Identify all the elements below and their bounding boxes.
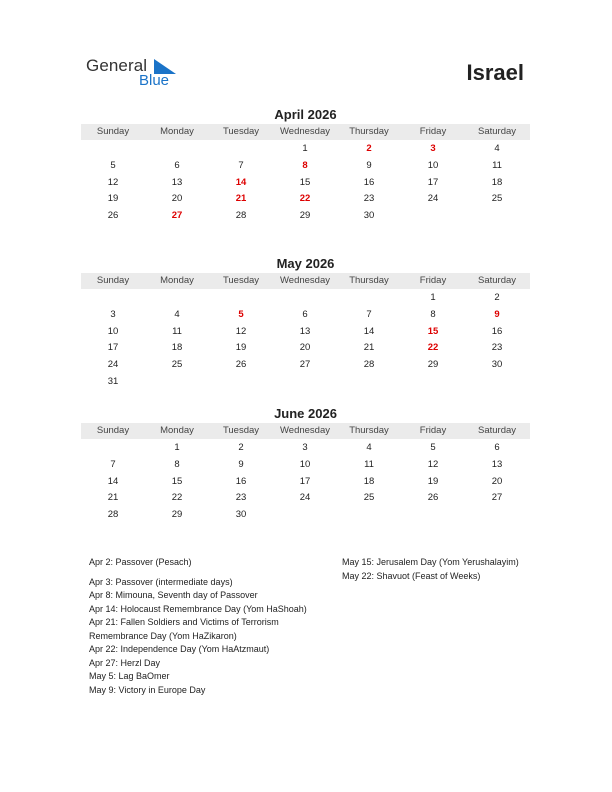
- day-cell: [465, 507, 529, 524]
- weekday-label: Friday: [419, 425, 447, 436]
- holiday-item: May 22: Shavuot (Feast of Weeks): [342, 570, 481, 581]
- day-cell: 13: [299, 325, 311, 337]
- holiday-item: Apr 8: Mimouna, Seventh day of Passover: [89, 590, 258, 600]
- day-cell: 25: [363, 492, 375, 504]
- weekday-label: Monday: [160, 425, 194, 436]
- day-cell: 1: [174, 442, 180, 453]
- day-cell: 6: [302, 308, 308, 320]
- day-cell: 6: [174, 159, 180, 171]
- day-cell: 10: [427, 159, 439, 171]
- day-cell: 30: [491, 359, 503, 371]
- day-cell: 30: [235, 509, 247, 521]
- day-cell: 10: [299, 458, 311, 470]
- day-cell: [209, 290, 273, 307]
- weekday-label: Sunday: [96, 126, 130, 137]
- day-cell: 30: [363, 210, 375, 222]
- month-title: May 2026: [276, 256, 335, 271]
- day-cell: 7: [238, 159, 244, 171]
- day-cell: 25: [491, 193, 503, 205]
- day-cell: 28: [363, 359, 375, 371]
- holiday-item: Apr 14: Holocaust Remembrance Day (Yom HaShoah): [89, 603, 307, 614]
- weekday-label: Thursday: [349, 126, 389, 137]
- week-row: [81, 340, 530, 357]
- day-cell: 16: [235, 475, 247, 487]
- day-cell: 15: [299, 176, 311, 188]
- day-cell: [145, 141, 209, 158]
- day-cell: 12: [427, 458, 439, 470]
- day-cell: 16: [491, 325, 503, 337]
- holiday-day-cell: 3: [430, 143, 436, 154]
- day-cell: 24: [299, 492, 311, 504]
- weekday-label: Monday: [160, 275, 194, 286]
- day-cell: 27: [491, 492, 503, 504]
- day-cell: 23: [491, 342, 503, 354]
- day-cell: 1: [302, 143, 308, 154]
- month-april: [81, 106, 530, 225]
- day-cell: [337, 507, 401, 524]
- weekday-label: Saturday: [477, 425, 517, 436]
- day-cell: [337, 290, 401, 307]
- day-cell: 12: [107, 176, 119, 188]
- holiday-item: Apr 3: Passover (intermediate days): [89, 576, 233, 587]
- day-cell: 20: [171, 193, 183, 205]
- day-cell: 24: [427, 193, 439, 205]
- day-cell: 15: [171, 475, 183, 487]
- month-june: [81, 405, 530, 524]
- day-cell: 9: [238, 458, 244, 470]
- holiday-day-cell: 14: [235, 176, 247, 188]
- day-cell: 19: [107, 193, 119, 205]
- day-cell: 17: [299, 475, 311, 487]
- day-cell: 26: [235, 359, 247, 371]
- day-cell: [81, 290, 145, 307]
- day-cell: 21: [107, 492, 119, 504]
- week-row: [81, 457, 530, 474]
- holiday-day-cell: 22: [299, 193, 311, 205]
- day-cell: 29: [299, 210, 311, 222]
- logo-general-text: General: [86, 56, 148, 75]
- holiday-day-cell: 21: [235, 193, 247, 205]
- day-cell: 11: [364, 458, 374, 470]
- weekday-header-row: [81, 273, 530, 289]
- weekday-label: Friday: [419, 275, 447, 286]
- day-cell: [145, 374, 209, 391]
- holiday-item: Apr 22: Independence Day (Yom HaAtzmaut): [89, 644, 270, 654]
- weekday-label: Sunday: [96, 425, 130, 436]
- holiday-item: May 5: Lag BaOmer: [89, 671, 170, 681]
- week-row: [81, 490, 530, 507]
- week-row: [81, 141, 530, 158]
- day-cell: 25: [171, 359, 183, 371]
- day-cell: 7: [366, 308, 372, 320]
- day-cell: 19: [427, 475, 439, 487]
- day-cell: [81, 440, 145, 457]
- day-cell: 5: [430, 442, 436, 453]
- day-cell: 4: [494, 143, 500, 154]
- day-cell: [401, 374, 465, 391]
- day-cell: 17: [427, 176, 439, 188]
- holiday-day-cell: 22: [427, 342, 439, 354]
- holiday-day-cell: 2: [366, 143, 372, 154]
- day-cell: 11: [492, 159, 502, 171]
- day-cell: 13: [491, 458, 503, 470]
- weekday-label: Saturday: [477, 126, 517, 137]
- day-cell: 22: [171, 492, 183, 504]
- day-cell: 2: [238, 442, 244, 453]
- week-row: [81, 374, 530, 391]
- day-cell: 29: [427, 359, 439, 371]
- day-cell: 9: [366, 159, 372, 171]
- month-may: [81, 255, 530, 391]
- weekday-label: Thursday: [349, 425, 389, 436]
- week-row: [81, 307, 530, 324]
- day-cell: [337, 374, 401, 391]
- week-row: [81, 474, 530, 491]
- day-cell: 26: [427, 492, 439, 504]
- day-cell: 20: [299, 342, 311, 354]
- day-cell: 12: [235, 325, 247, 337]
- weekday-header-row: [81, 423, 530, 439]
- day-cell: 19: [235, 342, 247, 354]
- weekday-label: Wednesday: [280, 126, 330, 137]
- day-cell: [401, 208, 465, 225]
- day-cell: 4: [366, 442, 372, 453]
- day-cell: 13: [171, 176, 183, 188]
- weekday-header-row: [81, 124, 530, 140]
- day-cell: 18: [171, 342, 183, 354]
- weekday-label: Tuesday: [222, 425, 260, 436]
- week-row: [81, 191, 530, 208]
- day-cell: 31: [107, 375, 119, 387]
- day-cell: [145, 290, 209, 307]
- weekday-label: Wednesday: [280, 425, 330, 436]
- day-cell: [273, 507, 337, 524]
- day-cell: 3: [302, 442, 308, 453]
- day-cell: [209, 141, 273, 158]
- day-cell: 6: [494, 442, 500, 453]
- weekday-label: Tuesday: [222, 275, 260, 286]
- week-row: [81, 357, 530, 374]
- week-row: [81, 440, 530, 457]
- day-cell: 26: [107, 210, 119, 222]
- day-cell: 18: [363, 475, 375, 487]
- holiday-day-cell: 9: [494, 308, 500, 320]
- day-cell: 14: [363, 325, 375, 337]
- day-cell: 21: [363, 342, 375, 354]
- day-cell: 4: [174, 308, 180, 320]
- day-cell: [465, 208, 529, 225]
- month-title: April 2026: [274, 107, 337, 122]
- month-title: June 2026: [274, 406, 337, 421]
- day-cell: 24: [107, 359, 119, 371]
- weekday-label: Saturday: [477, 275, 517, 286]
- day-cell: 16: [363, 176, 375, 188]
- country-title: Israel: [466, 60, 524, 85]
- day-cell: 3: [110, 308, 116, 320]
- day-cell: 2: [494, 292, 500, 303]
- weekday-label: Wednesday: [280, 275, 330, 286]
- holiday-day-cell: 27: [171, 210, 183, 222]
- weekday-label: Thursday: [349, 275, 389, 286]
- week-row: [81, 290, 530, 307]
- week-row: [81, 208, 530, 225]
- holiday-item: Apr 2: Passover (Pesach): [89, 557, 192, 567]
- weekday-label: Friday: [419, 126, 447, 137]
- day-cell: 18: [491, 176, 503, 188]
- day-cell: 1: [430, 292, 436, 303]
- holiday-item: Apr 27: Herzl Day: [89, 657, 161, 668]
- weekday-label: Sunday: [96, 275, 130, 286]
- day-cell: 20: [491, 475, 503, 487]
- day-cell: 7: [110, 458, 116, 470]
- day-cell: 10: [107, 325, 119, 337]
- holiday-day-cell: 15: [427, 325, 439, 337]
- weekday-label: Tuesday: [222, 126, 260, 137]
- week-row: [81, 324, 530, 341]
- weekday-label: Monday: [160, 126, 194, 137]
- day-cell: 28: [235, 210, 247, 222]
- day-cell: 11: [172, 325, 182, 337]
- holiday-list-right: [342, 556, 532, 583]
- day-cell: [209, 374, 273, 391]
- day-cell: 23: [363, 193, 375, 205]
- day-cell: [401, 507, 465, 524]
- holiday-day-cell: 8: [302, 159, 308, 171]
- holiday-list-left: [89, 556, 339, 697]
- week-row: [81, 158, 530, 175]
- holiday-item: May 9: Victory in Europe Day: [89, 684, 206, 695]
- day-cell: [81, 141, 145, 158]
- day-cell: 14: [107, 475, 119, 487]
- day-cell: 23: [235, 492, 247, 504]
- day-cell: 8: [430, 308, 436, 320]
- logo-blue-text: Blue: [139, 72, 170, 89]
- holiday-day-cell: 5: [238, 308, 244, 320]
- holiday-item: Apr 21: Fallen Soldiers and Victims of Terrorism Remembrance Day (Yom HaZikaron): [89, 617, 279, 641]
- day-cell: [465, 374, 529, 391]
- logo: [86, 56, 186, 92]
- day-cell: 29: [171, 509, 183, 521]
- day-cell: 5: [110, 159, 116, 171]
- day-cell: 27: [299, 359, 311, 371]
- day-cell: 28: [107, 509, 119, 521]
- day-cell: 17: [107, 342, 119, 354]
- week-row: [81, 175, 530, 192]
- day-cell: [273, 374, 337, 391]
- holiday-item: May 15: Jerusalem Day (Yom Yerushalayim): [342, 557, 519, 567]
- day-cell: [273, 290, 337, 307]
- day-cell: 8: [174, 458, 180, 470]
- week-row: [81, 507, 530, 524]
